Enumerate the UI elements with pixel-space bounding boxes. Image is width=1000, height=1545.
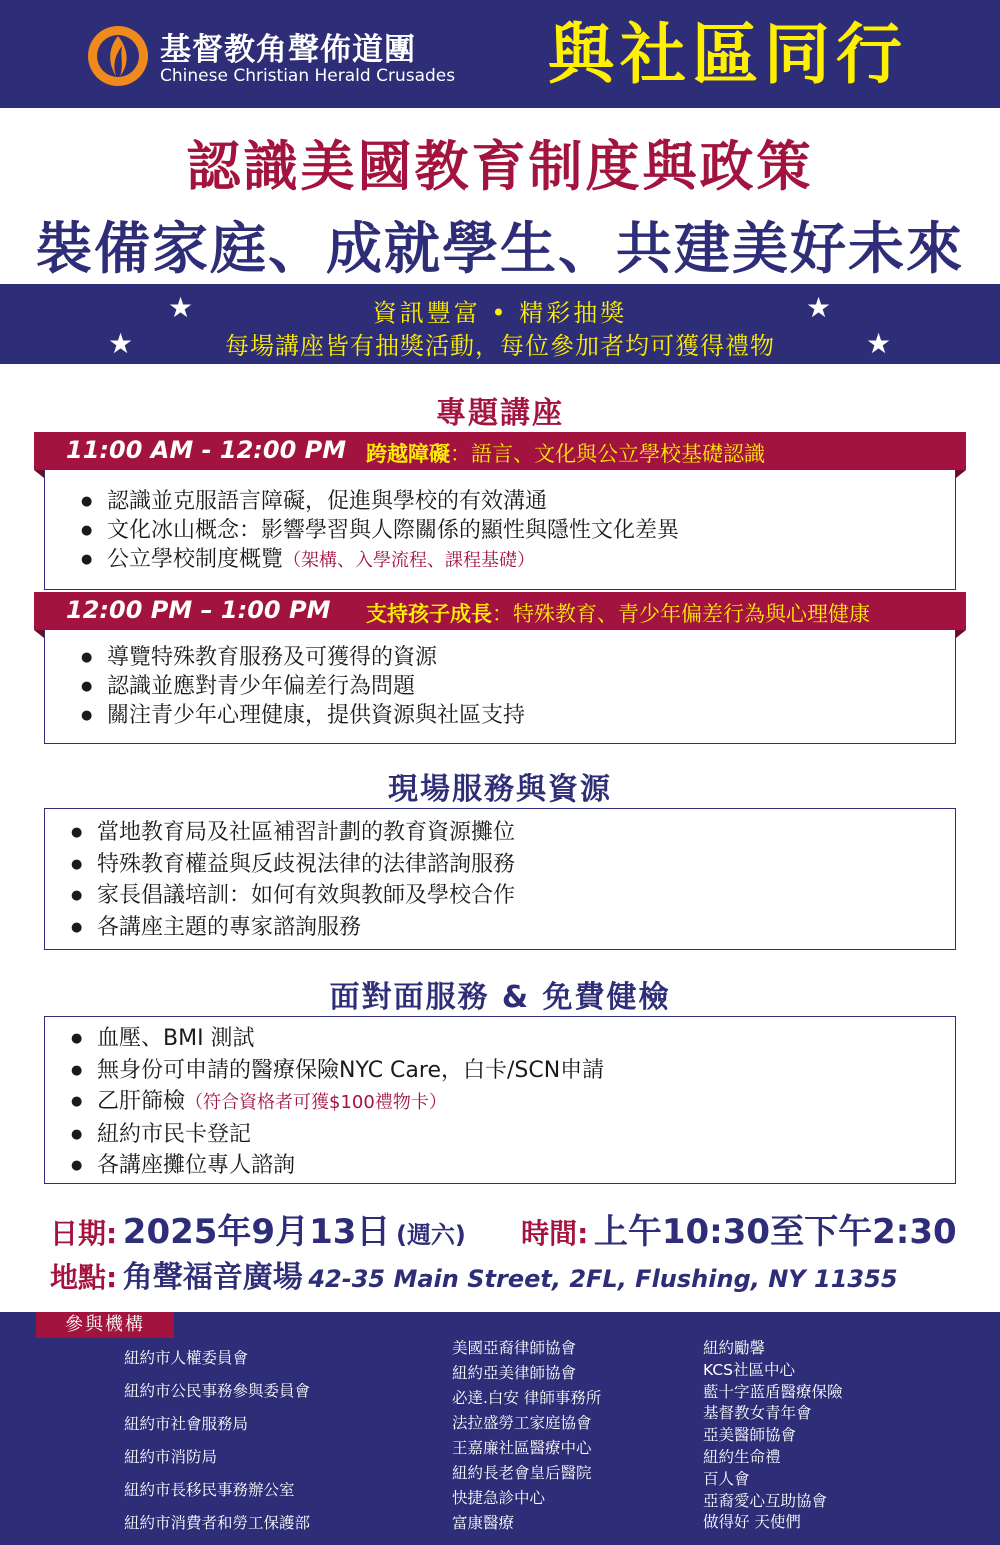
session-2-box: [44, 626, 956, 744]
session-1-bar: [34, 432, 966, 470]
partner-item: 紐約市人權委員會: [124, 1349, 249, 1367]
health-box: [44, 1016, 956, 1184]
session-time: 11:00 AM - 12:00 PM: [66, 436, 347, 464]
health-heading: 面對面服務 & 免費健檢: [329, 980, 671, 1015]
onsite-heading: 現場服務與資源: [388, 772, 612, 807]
place-label: 地點:: [50, 1261, 118, 1294]
list-item: ● 認識並應對青少年偏差行為問題: [45, 672, 955, 701]
list-item: ● 當地教育局及社區補習計劃的教育資源攤位: [45, 817, 955, 849]
time-value: 上午10:30至下午2:30: [593, 1212, 957, 1252]
list-item: ● 家長倡議培訓：如何有效與教師及學校合作: [45, 880, 955, 912]
list-item: ● 文化冰山概念：影響學習與人際關係的顯性與隱性文化差異: [45, 516, 955, 545]
org-name-chinese: 基督教角聲佈道團: [160, 32, 416, 68]
partner-item: 紐約勵馨: [703, 1339, 766, 1357]
sub-title: 裝備家庭、成就學生、共建美好未來: [36, 217, 964, 282]
place-name: 角聲福音廣場: [122, 1260, 303, 1295]
partner-item: 紐約長老會皇后醫院: [452, 1464, 592, 1482]
partner-item: 紐約市消費者和勞工保護部: [124, 1514, 311, 1532]
partners-column-2: [452, 1338, 601, 1538]
partner-item: 紐約亞美律師協會: [452, 1364, 577, 1382]
list-item: ● 血壓、BMI 測試: [45, 1023, 955, 1055]
org-name-english: Chinese Christian Herald Crusades: [160, 66, 456, 86]
list-item: ● 乙肝篩檢（符合資格者可獲$100禮物卡）: [45, 1086, 955, 1119]
place-line: [50, 1252, 898, 1296]
onsite-box: [44, 808, 956, 950]
list-item: ● 關注青少年心理健康，提供資源與社區支持: [45, 701, 955, 730]
star-icon: ★: [866, 327, 892, 360]
partner-item: 基督教女青年會: [703, 1404, 812, 1423]
partner-item: 百人會: [703, 1469, 750, 1488]
raffle-banner: [0, 284, 1000, 364]
partner-item: 紐約市公民事務參與委員會: [124, 1382, 311, 1400]
partner-item: 亞美醫師協會: [703, 1426, 797, 1445]
partners-label: 參與機構: [36, 1312, 174, 1338]
list-item: ● 各講座攤位專人諮詢: [45, 1150, 955, 1182]
partner-item: 紐約市消防局: [124, 1448, 218, 1466]
list-item: ● 無身份可申請的醫療保險NYC Care，白卡/SCN申請: [45, 1055, 955, 1087]
list-item: ● 認識並克服語言障礙，促進與學校的有效溝通: [45, 487, 955, 516]
partner-item: 快捷急診中心: [452, 1489, 546, 1507]
list-item: ● 特殊教育權益與反歧視法律的法律諮詢服務: [45, 849, 955, 881]
lectures-heading: 專題講座: [436, 396, 564, 431]
partner-item: 亞裔愛心互助協會: [703, 1491, 828, 1510]
session-1-box: [44, 466, 956, 590]
header-banner: [0, 0, 1000, 108]
partner-item: 必達.白安 律師事務所: [452, 1389, 602, 1407]
slogan: 與社區同行: [548, 16, 908, 93]
partner-item: 富康醫療: [452, 1514, 515, 1532]
partner-item: 法拉盛勞工家庭協會: [452, 1414, 592, 1432]
flame-logo-icon: [86, 24, 150, 88]
partner-item: 王嘉廉社區醫療中心: [452, 1439, 592, 1457]
partner-item: 做得好 天使們: [703, 1513, 801, 1532]
partners-footer: [0, 1312, 1000, 1545]
star-icon: ★: [168, 291, 194, 324]
partners-column-1: [124, 1348, 310, 1545]
time-label: 時間:: [521, 1217, 589, 1250]
session-time: 12:00 PM – 1:00 PM: [66, 596, 331, 624]
session-topic: 跨越障礙：語言、文化與公立學校基礎認識: [366, 442, 765, 466]
partner-item: KCS社區中心: [703, 1360, 795, 1379]
session-topic: 支持孩子成長：特殊教育、青少年偏差行為與心理健康: [366, 602, 870, 626]
list-item: ● 紐約市民卡登記: [45, 1119, 955, 1151]
session-2-bar: [34, 592, 966, 630]
banner-line-2: 每場講座皆有抽獎活動，每位參加者均可獲得禮物: [225, 332, 775, 360]
place-address: 42-35 Main Street, 2FL, Flushing, NY 11355: [308, 1265, 898, 1293]
partner-item: 紐約市長移民事務辦公室: [124, 1481, 295, 1499]
date-value: 2025年9月13日: [122, 1212, 391, 1252]
star-icon: ★: [108, 327, 134, 360]
partner-item: 藍十字蓝盾醫療保險: [703, 1382, 843, 1401]
date-weekday: (週六): [395, 1221, 466, 1249]
partner-item: 紐約市社會服務局: [124, 1415, 249, 1433]
list-item: ● 導覽特殊教育服務及可獲得的資源: [45, 643, 955, 672]
list-item: ● 公立學校制度概覽（架構、入學流程、課程基礎）: [45, 545, 955, 575]
main-title: 認識美國教育制度與政策: [186, 135, 814, 198]
date-label: 日期:: [50, 1217, 118, 1250]
partner-item: 美國亞裔律師協會: [452, 1339, 577, 1357]
list-item: ● 各講座主題的專家諮詢服務: [45, 912, 955, 944]
date-line: [50, 1204, 957, 1253]
banner-line-1: 資訊豐富 • 精彩抽獎: [372, 299, 628, 327]
star-icon: ★: [806, 291, 832, 324]
partner-item: 紐約生命禮: [703, 1447, 781, 1466]
partners-column-3: [703, 1338, 843, 1534]
